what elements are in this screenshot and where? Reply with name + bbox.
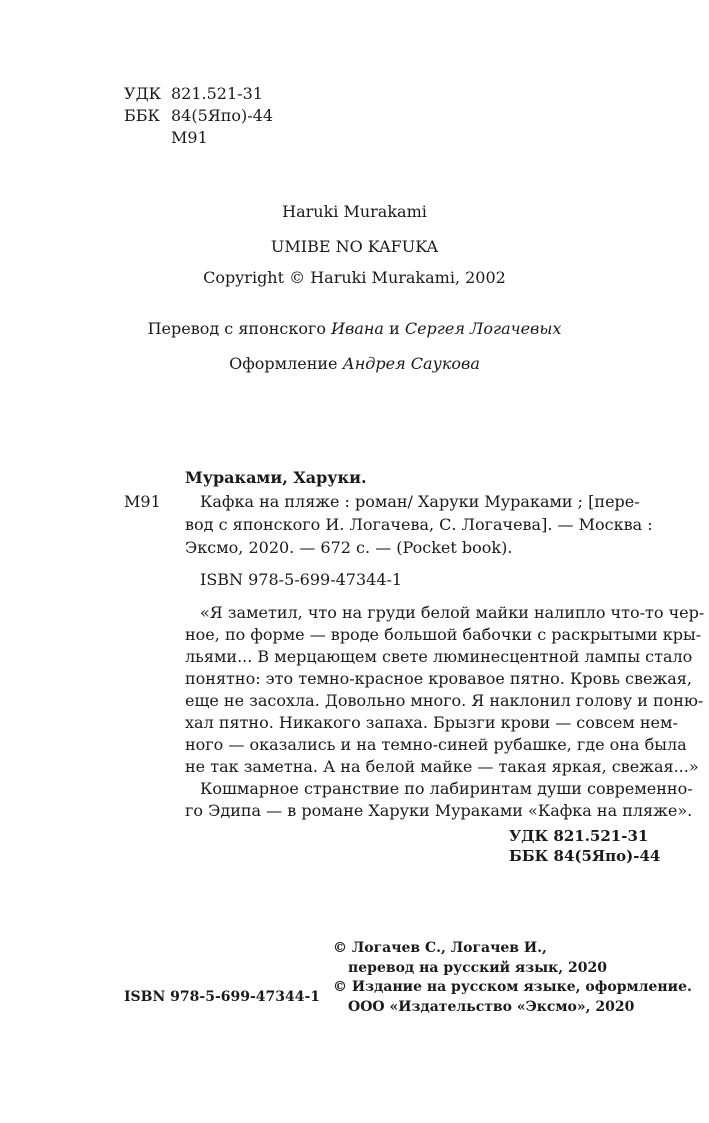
- catalog-line-2: вод с японского И. Логачева, С. Логачева]. — Москва :: [185, 515, 653, 534]
- original-title: UMIBE NO KAFUKA: [270, 237, 439, 256]
- footer-copyright-1: © Логачев С., Логачев И.,: [333, 940, 547, 956]
- design-prefix: Оформление: [229, 354, 338, 373]
- annotation-line-3: льями... В мерцающем свете люминесцентной лампы стало: [185, 647, 693, 666]
- annotation-line-6: хал пятно. Никакого запаха. Брызги крови — совсем нем-: [185, 713, 678, 732]
- annotation-line-9: Кошмарное странствие по лабиринтам души современно-: [200, 779, 693, 798]
- udk-label: УДК: [124, 84, 161, 103]
- annotation-line-1: «Я заметил, что на груди белой майки налипло что-то чер-: [200, 603, 705, 622]
- bbk-label: ББК: [124, 106, 160, 125]
- annotation-line-4: понятно: это темно-красное кровавое пятно. Кровь свежая,: [185, 669, 692, 688]
- annotation-line-7: ного — оказались и на темно-синей рубашке, где она была: [185, 735, 687, 754]
- catalog-line-1: Кафка на пляже : роман/ Харуки Мураками ; [пере-: [200, 492, 640, 511]
- catalog-isbn: ISBN 978-5-699-47344-1: [200, 570, 403, 589]
- annotation-line-5: еще не засохла. Довольно много. Я наклонил голову и поню-: [185, 691, 704, 710]
- footer-copyright-4: ООО «Издательство «Эксмо», 2020: [348, 998, 635, 1015]
- catalog-heading: Мураками, Харуки.: [185, 468, 367, 487]
- footer-copyright-2: перевод на русский язык, 2020: [348, 959, 607, 976]
- designer-name: Андрея Саукова: [342, 354, 480, 373]
- author-mark: М91: [171, 128, 208, 147]
- translator-1: Ивана: [331, 319, 384, 338]
- catalog-mark: М91: [124, 492, 161, 511]
- catalog-line-3: Эксмо, 2020. — 672 с. — (Pocket book).: [185, 538, 513, 557]
- original-copyright: Copyright © Haruki Murakami, 2002: [203, 268, 506, 287]
- design-credit: [0, 354, 709, 374]
- annotation-line-2: ное, по форме — вроде большой бабочки с раскрытыми кры-: [185, 625, 702, 644]
- translation-credit: [0, 319, 709, 339]
- codes-udk: УДК 821.521-31: [509, 827, 649, 845]
- translation-prefix: Перевод с японского: [147, 319, 326, 338]
- codes-bbk: ББК 84(5Япо)-44: [509, 847, 661, 865]
- udk-value: 821.521-31: [171, 84, 263, 103]
- original-author: Haruki Murakami: [282, 202, 427, 221]
- annotation-line-8: не так заметна. А на белой майке — такая яркая, свежая...»: [185, 757, 699, 776]
- footer-isbn: ISBN 978-5-699-47344-1: [124, 989, 321, 1005]
- footer-copyright-3: © Издание на русском языке, оформление.: [333, 979, 692, 995]
- translator-2: Сергея Логачевых: [404, 319, 562, 338]
- annotation-line-10: го Эдипа — в романе Харуки Мураками «Кафка на пляже».: [185, 801, 693, 820]
- bbk-value: 84(5Япо)-44: [171, 106, 274, 125]
- translator-conjunction: и: [389, 319, 400, 338]
